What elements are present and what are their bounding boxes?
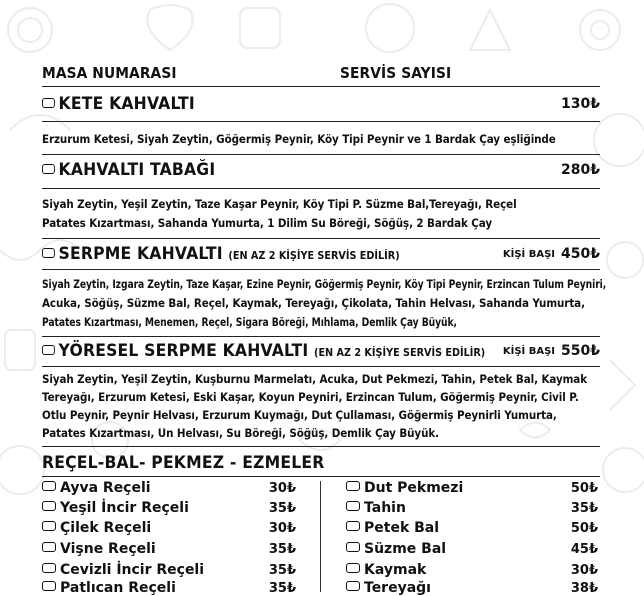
list-item-name: Çilek Reçeli bbox=[60, 520, 152, 536]
list-item bbox=[346, 541, 446, 557]
list-item bbox=[346, 500, 406, 516]
checkbox[interactable] bbox=[42, 542, 56, 552]
list-item-price: 30₺ bbox=[268, 481, 296, 496]
list-item-name: Tahin bbox=[364, 500, 406, 516]
price-yoresel-serpme bbox=[503, 343, 600, 359]
checkbox[interactable] bbox=[42, 501, 56, 511]
table-number-label: MASA NUMARASI bbox=[42, 64, 177, 82]
checkbox[interactable] bbox=[346, 563, 360, 573]
per-person-label: KİŞİ BAŞI bbox=[502, 249, 556, 260]
description-line: Siyah Zeytin, Yeşil Zeytin, Taze Kaşar Peynir, Köy Tipi P. Süzme Bal,Tereyağı, Reçel bbox=[42, 197, 517, 211]
list-item bbox=[346, 520, 439, 536]
description-line: Tereyağı, Erzurum Ketesi, Eski Kaşar, Koyun Peyniri, Erzincan Tulum, Göğermiş Peynir, Civil P. bbox=[42, 390, 579, 404]
checkbox[interactable] bbox=[346, 581, 360, 591]
per-person-label: KİŞİ BAŞI bbox=[502, 346, 556, 357]
divider bbox=[42, 476, 600, 477]
price-value: 450₺ bbox=[561, 246, 600, 262]
list-item-name: Vişne Reçeli bbox=[60, 541, 156, 557]
list-item bbox=[42, 480, 151, 496]
divider bbox=[42, 154, 600, 155]
description-line: Siyah Zeytin, Izgara Zeytin, Taze Kaşar, Ezine Peynir, Göğermiş Peynir, Köy Tipi Peynir, Erzincan Tulum Peyniri, bbox=[42, 277, 607, 291]
list-item-name: Dut Pekmezi bbox=[364, 480, 464, 496]
item-title: SERPME KAHVALTI bbox=[58, 244, 223, 264]
item-title: YÖRESEL SERPME KAHVALTI bbox=[58, 341, 309, 361]
divider bbox=[42, 121, 600, 122]
price-serpme-kahvalti bbox=[503, 246, 600, 262]
list-item-price: 50₺ bbox=[570, 481, 598, 496]
list-item bbox=[42, 541, 156, 557]
list-item-price: 50₺ bbox=[570, 521, 598, 536]
section-title-spreads: REÇEL-BAL- PEKMEZ - EZMELER bbox=[42, 453, 325, 473]
list-item bbox=[346, 562, 426, 578]
item-kete-kahvalti bbox=[42, 94, 195, 114]
checkbox-yoresel-serpme[interactable] bbox=[42, 345, 55, 355]
description-line: Patates Kızartması, Menemen, Reçel, Sigara Böreği, Mıhlama, Demlik Çay Büyük, bbox=[42, 315, 457, 329]
list-item-name: Kaymak bbox=[364, 562, 427, 578]
list-item-name: Tereyağı bbox=[364, 580, 431, 596]
checkbox[interactable] bbox=[346, 542, 360, 552]
list-item-price: 30₺ bbox=[570, 563, 598, 578]
column-divider bbox=[320, 481, 321, 592]
list-item-price: 35₺ bbox=[268, 501, 296, 516]
description-line: Siyah Zeytin, Yeşil Zeytin, Kuşburnu Marmelatı, Acuka, Dut Pekmezi, Tahin, Petek Bal, Kaymak bbox=[42, 372, 587, 386]
checkbox[interactable] bbox=[346, 521, 360, 531]
checkbox-serpme-kahvalti[interactable] bbox=[42, 248, 55, 258]
list-item bbox=[42, 580, 176, 596]
list-item bbox=[42, 520, 151, 536]
description-line: Acuka, Söğüş, Süzme Bal, Reçel, Kaymak, Tereyağı, Çikolata, Tahin Helvası, Sahanda Yumurta, bbox=[42, 296, 585, 310]
list-item-name: Yeşil İncir Reçeli bbox=[60, 500, 189, 516]
list-item-price: 35₺ bbox=[268, 581, 296, 596]
price-kete-kahvalti: 130₺ bbox=[561, 96, 600, 112]
item-title: KAHVALTI TABAĞI bbox=[58, 160, 216, 180]
list-item-name: Ayva Reçeli bbox=[60, 480, 151, 496]
description-line: Erzurum Ketesi, Siyah Zeytin, Göğermiş Peynir, Köy Tipi Peynir ve 1 Bardak Çay eşliğinde bbox=[42, 132, 556, 146]
price-kahvalti-tabagi: 280₺ bbox=[561, 162, 600, 178]
description-line: Otlu Peynir, Peynir Helvası, Erzurum Kuymağı, Dut Çullaması, Göğermiş Peynirli Yumurta, bbox=[42, 408, 557, 422]
divider bbox=[42, 238, 600, 239]
list-item-price: 35₺ bbox=[268, 542, 296, 557]
list-item-name: Süzme Bal bbox=[364, 541, 447, 557]
description-line: Patates Kızartması, Un Helvası, Su Böreği, Söğüş, Demlik Çay Büyük. bbox=[42, 426, 440, 440]
list-item-price: 45₺ bbox=[570, 542, 598, 557]
list-item-name: Petek Bal bbox=[364, 520, 440, 536]
list-item-price: 35₺ bbox=[268, 563, 296, 578]
list-item bbox=[42, 500, 189, 516]
list-item-name: Cevizli İncir Reçeli bbox=[60, 562, 205, 578]
list-item-name: Patlıcan Reçeli bbox=[60, 580, 176, 596]
checkbox[interactable] bbox=[346, 481, 360, 491]
list-item-price: 38₺ bbox=[570, 581, 598, 596]
price-value: 550₺ bbox=[561, 343, 600, 359]
list-item bbox=[346, 480, 463, 496]
divider bbox=[42, 336, 600, 337]
list-item-price: 35₺ bbox=[570, 501, 598, 516]
checkbox-kete-kahvalti[interactable] bbox=[42, 98, 55, 108]
divider bbox=[42, 269, 600, 270]
checkbox[interactable] bbox=[346, 501, 360, 511]
checkbox[interactable] bbox=[42, 481, 56, 491]
item-yoresel-serpme-kahvalti bbox=[42, 341, 485, 361]
checkbox-kahvalti-tabagi[interactable] bbox=[42, 164, 55, 174]
divider bbox=[42, 188, 600, 189]
divider bbox=[42, 366, 600, 367]
service-count-label: SERVİS SAYISI bbox=[340, 64, 452, 82]
item-note: (EN AZ 2 KİŞİYE SERVİS EDİLİR) bbox=[228, 250, 400, 262]
checkbox[interactable] bbox=[42, 581, 56, 591]
list-item bbox=[346, 580, 431, 596]
list-item-price: 30₺ bbox=[268, 521, 296, 536]
checkbox[interactable] bbox=[42, 521, 56, 531]
checkbox[interactable] bbox=[42, 563, 56, 573]
item-kahvalti-tabagi bbox=[42, 160, 215, 180]
description-line: Patates Kızartması, Sahanda Yumurta, 1 Dilim Su Böreği, Söğüş, 2 Bardak Çay bbox=[42, 216, 493, 230]
item-serpme-kahvalti bbox=[42, 244, 400, 264]
list-item bbox=[42, 562, 204, 578]
divider bbox=[42, 86, 600, 87]
item-note: (EN AZ 2 KİŞİYE SERVİS EDİLİR) bbox=[314, 347, 486, 359]
item-title: KETE KAHVALTI bbox=[58, 94, 195, 114]
divider bbox=[42, 446, 600, 447]
